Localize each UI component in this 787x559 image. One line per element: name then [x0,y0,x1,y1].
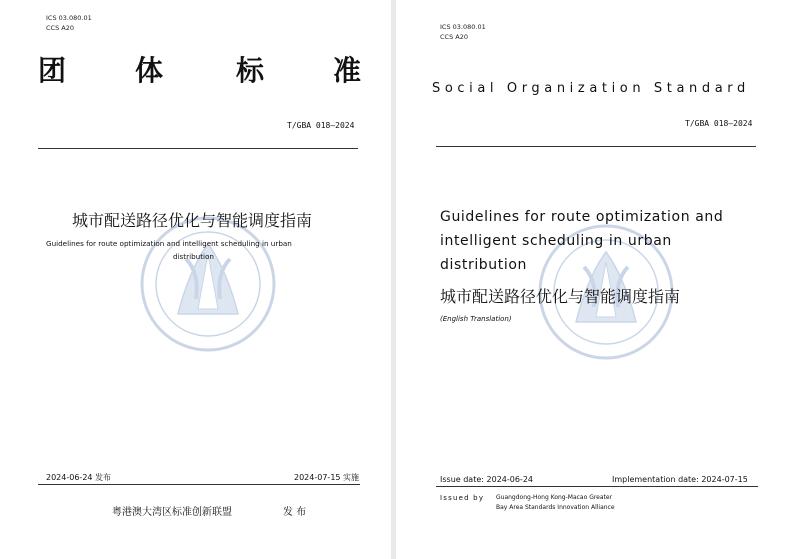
title-chinese: 城市配送路径优化与智能调度指南 [72,211,313,230]
chinese-cover-page [0,0,391,559]
issue-label: 发 布 [283,507,307,518]
title-english-line2: distribution [173,252,214,261]
heading-char: 准 [333,54,362,87]
header-divider [436,146,756,147]
heading-char: 标 [236,54,265,87]
title-english-line1: Guidelines for route optimization and [440,209,724,225]
title-chinese: 城市配送路径优化与智能调度指南 [440,287,681,306]
heading-char: 团 [38,54,67,87]
header-divider [38,148,358,149]
translation-note: (English Translation) [440,315,512,323]
implementation-date: 2024-07-15 实施 [294,473,360,482]
issuer-name: 粤港澳大湾区标准创新联盟 [112,507,232,518]
document-number: T/GBA 018—2024 [685,119,753,128]
ics-code: ICS 03.080.01 [46,14,92,22]
issuer-line1: Guangdong-Hong Kong-Macao Greater [496,494,613,501]
document-number: T/GBA 018—2024 [287,121,355,130]
alliance-seal-watermark [138,214,278,354]
issue-date: Issue date: 2024-06-24 [440,475,533,484]
issue-date: 2024-06-24 发布 [46,473,112,482]
english-cover-page [396,0,787,559]
issued-by-label: Issued by [440,494,485,502]
footer-divider [436,486,758,487]
implementation-date: Implementation date: 2024-07-15 [612,475,748,484]
standard-type-heading: Social Organization Standard [432,81,750,96]
footer-divider [38,484,360,485]
title-english-line1: Guidelines for route optimization and intelligent scheduling in urban [46,239,292,248]
title-english-line2: intelligent scheduling in urban [440,233,672,249]
title-english-line3: distribution [440,257,527,273]
issuer-line2: Bay Area Standards Innovation Alliance [496,504,615,511]
ccs-code: CCS A20 [46,24,74,32]
heading-char: 体 [135,54,164,87]
ics-code: ICS 03.080.01 [440,23,486,31]
ccs-code: CCS A20 [440,33,468,41]
